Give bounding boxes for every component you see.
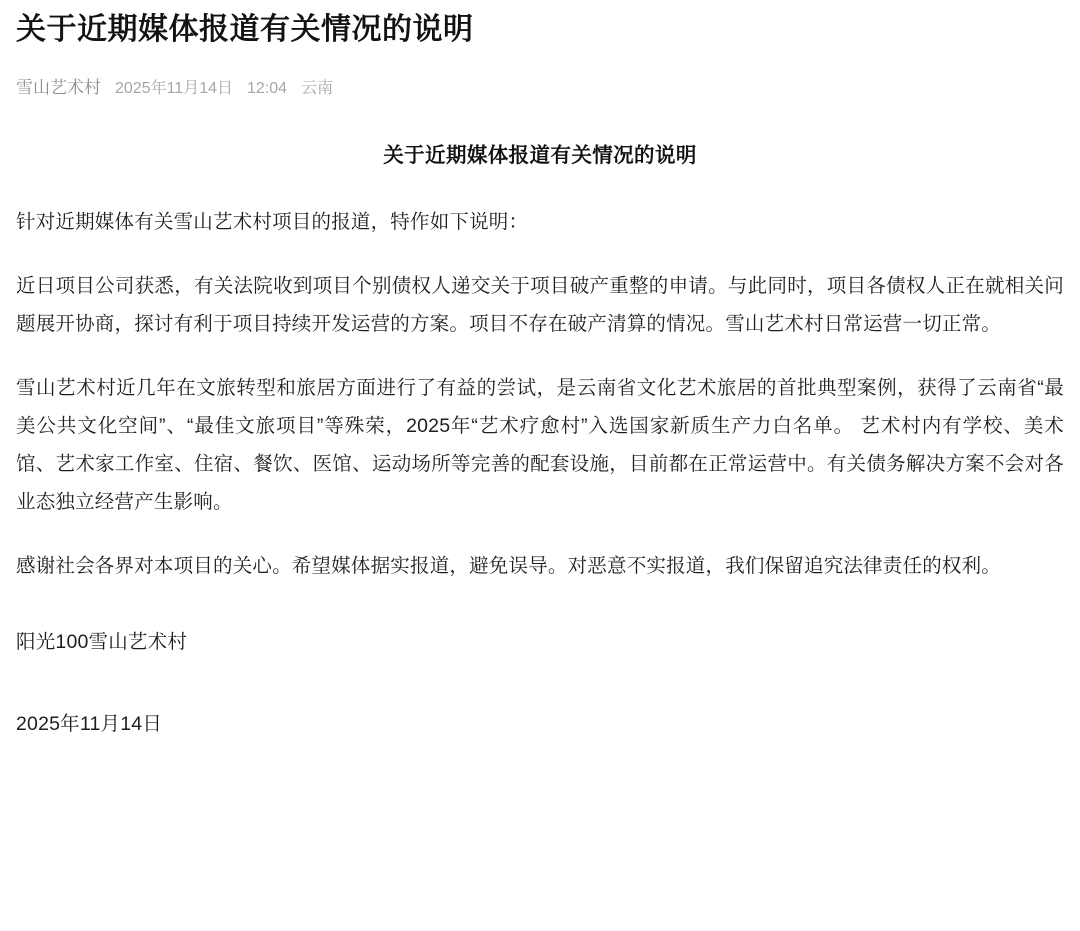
paragraph: 针对近期媒体有关雪山艺术村项目的报道，特作如下说明：	[16, 210, 529, 233]
meta-source[interactable]: 雪山艺术村	[16, 78, 101, 97]
meta-time: 12:04	[247, 80, 288, 97]
page-title: 关于近期媒体报道有关情况的说明	[16, 13, 474, 46]
article-meta	[16, 73, 1064, 98]
meta-location: 云南	[301, 80, 334, 97]
signature-line: 阳光100雪山艺术村	[16, 630, 188, 653]
article-body	[16, 140, 1064, 743]
document-heading: 关于近期媒体报道有关情况的说明	[383, 144, 697, 167]
paragraph: 感谢社会各界对本项目的关心。希望媒体据实报道，避免误导。对恶意不实报道，我们保留追究法律责任的权利。	[16, 554, 1002, 577]
article-page	[0, 10, 1080, 743]
paragraph: 近日项目公司获悉，有关法院收到项目个别债权人递交关于项目破产重整的申请。与此同时，项目各债权人正在就相关问题展开协商，探讨有利于项目持续开发运营的方案。项目不存在破产清算的情况。雪山艺术村日常运营一切正常。	[16, 274, 1064, 335]
signature-date: 2025年11月14日	[16, 712, 163, 735]
meta-date: 2025年11月14日	[115, 80, 234, 97]
paragraph: 雪山艺术村近几年在文旅转型和旅居方面进行了有益的尝试，是云南省文化艺术旅居的首批典型案例，获得了云南省“最美公共文化空间”、“最佳文旅项目”等殊荣，2025年“艺术疗愈村”入选国家新质生产力白名单。 艺术村内有学校、美术馆、艺术家工作室、住宿、餐饮、医馆、运动场所等完善的配套设施，目前都在正常运营中。有关债务解决方案不会对各业态独立经营产生影响。	[16, 376, 1064, 513]
